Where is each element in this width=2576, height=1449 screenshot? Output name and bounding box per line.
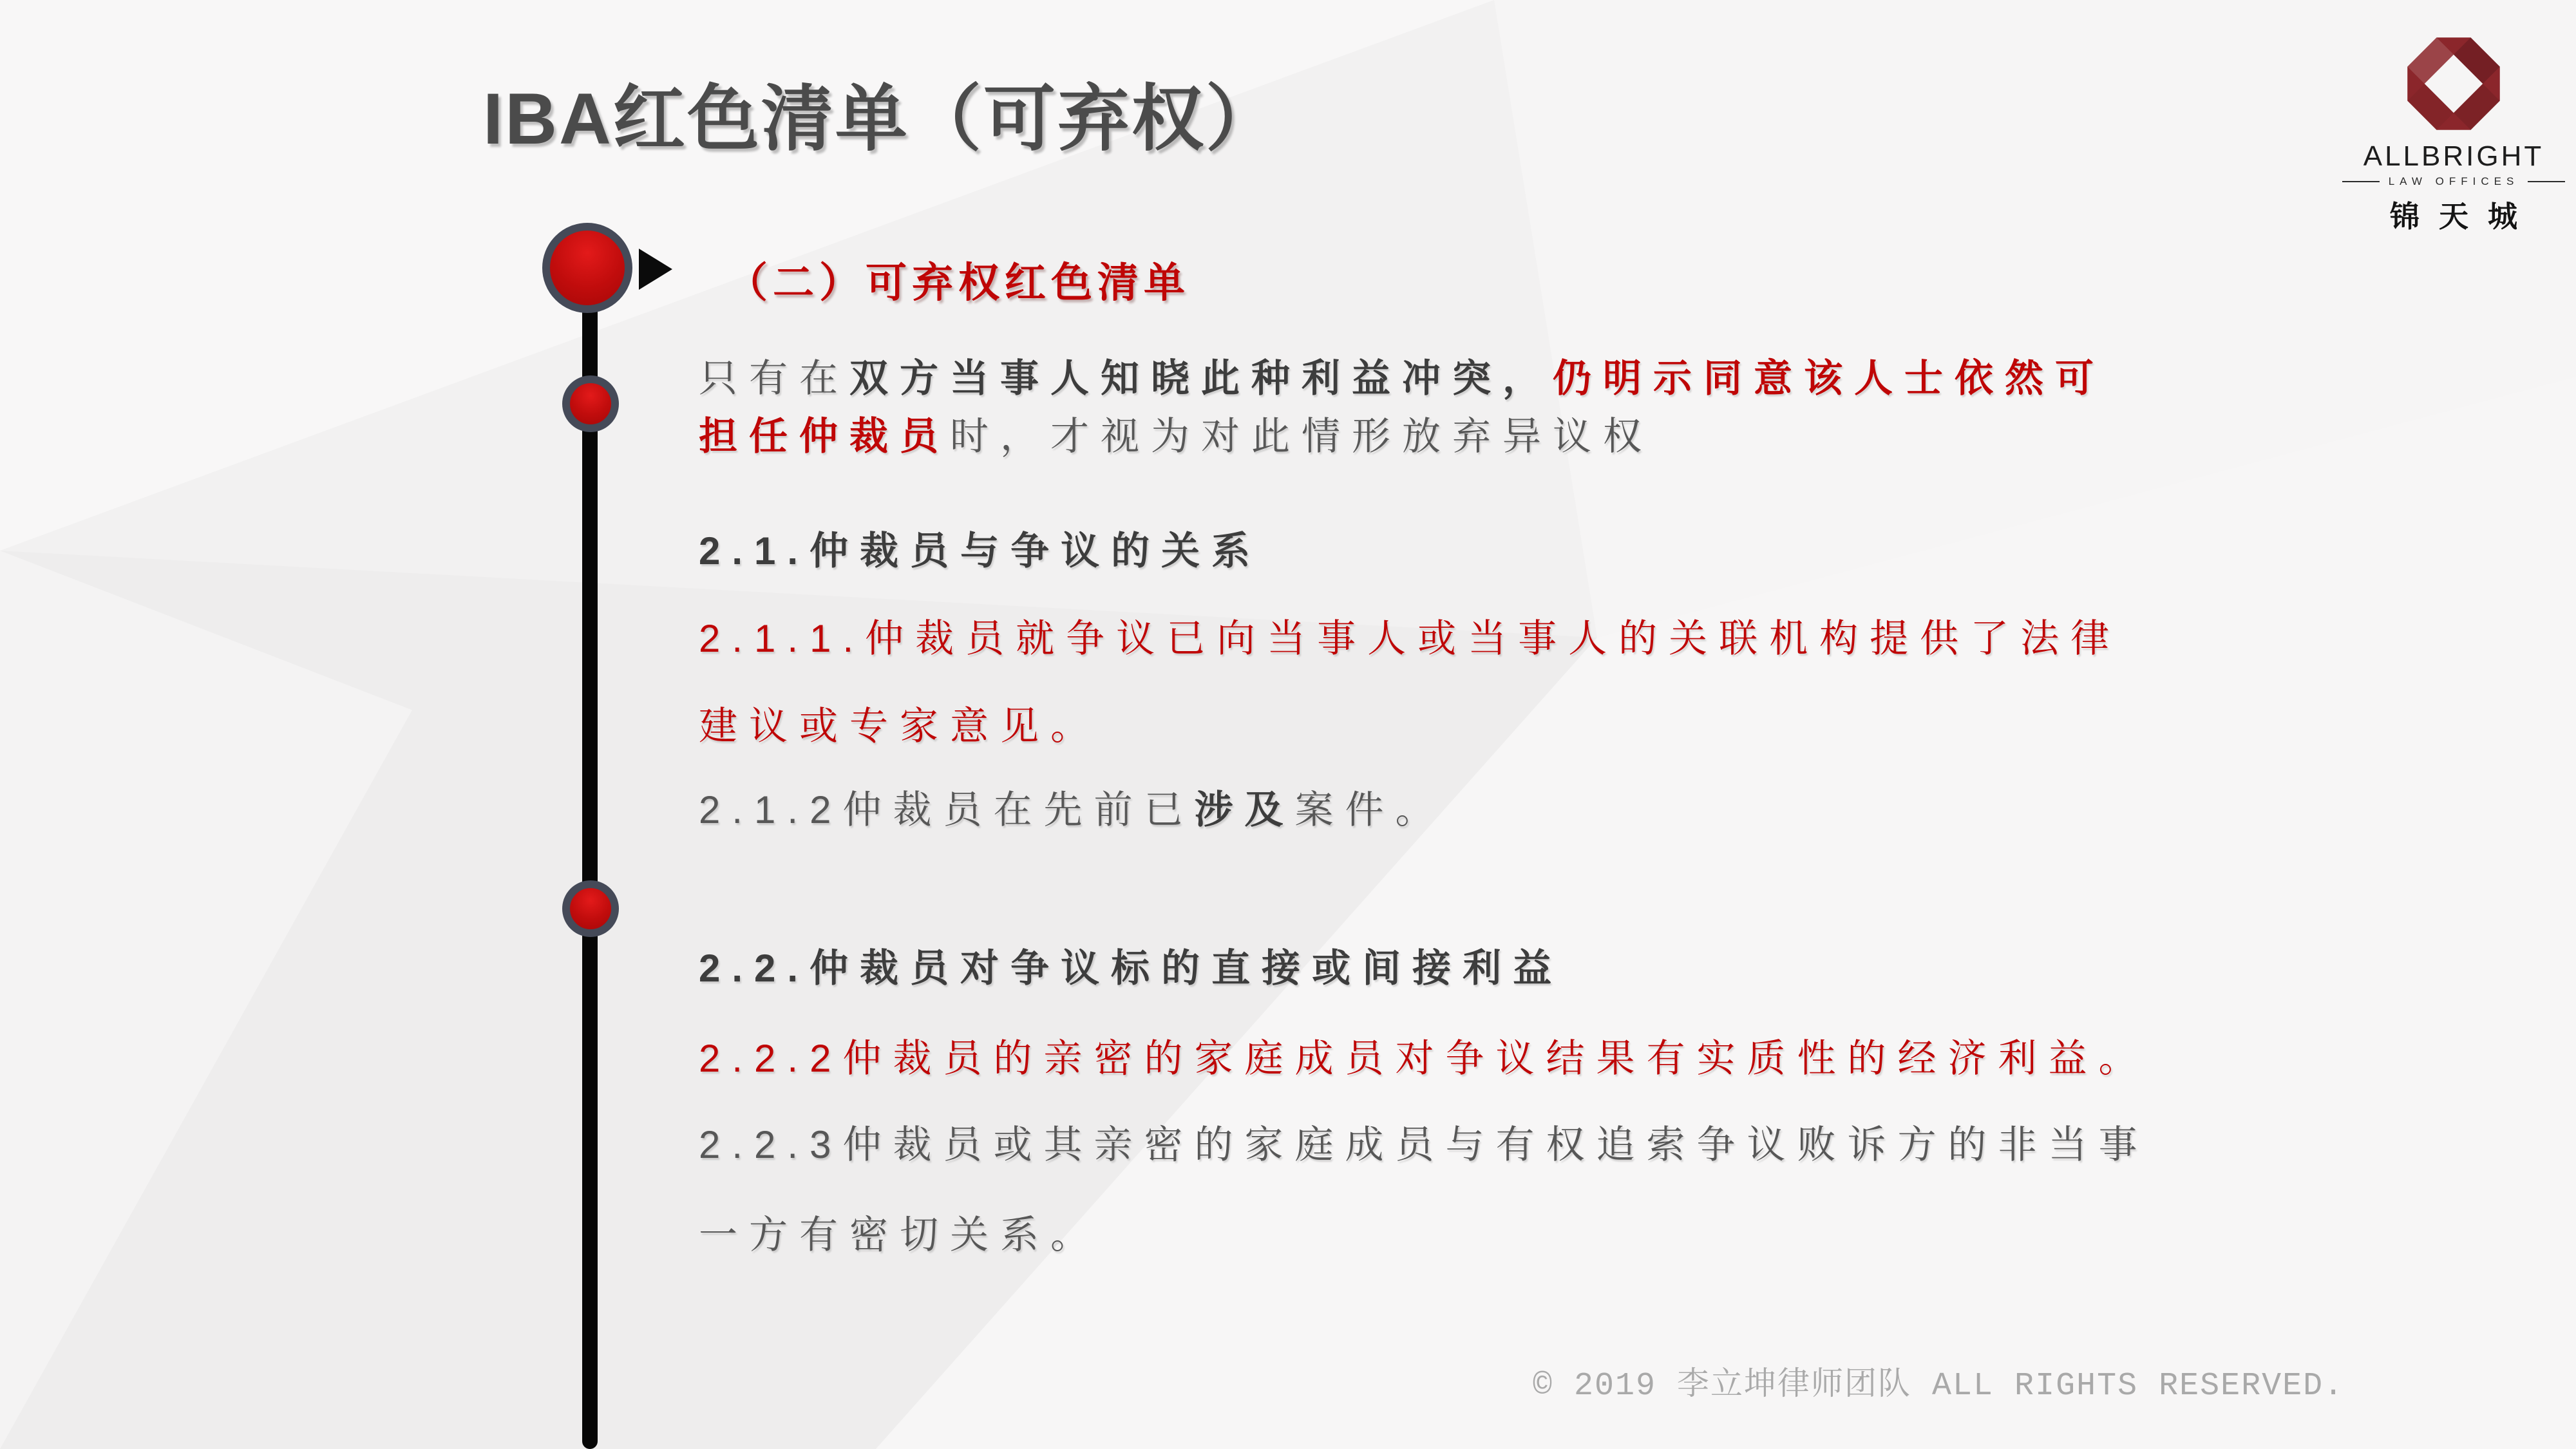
paragraph-line	[699, 348, 2105, 403]
text-run: 案件。	[1294, 788, 1446, 831]
item-2-2-2-line: 2.2.2仲裁员的亲密的家庭成员对争议结果有实质性的经济利益。	[699, 1037, 2149, 1080]
arrow-right-icon	[639, 249, 672, 290]
timeline-node-large	[542, 223, 632, 313]
paragraph-line	[699, 406, 1653, 461]
logo-rule-right	[2528, 181, 2565, 182]
timeline-dot	[562, 880, 619, 937]
logo-chinese-name: 锦天城	[2390, 200, 2537, 233]
item-2-1-2-line	[699, 779, 1445, 835]
copyright-footer: © 2019 李立坤律师团队 ALL RIGHTS RESERVED.	[1533, 1368, 2345, 1405]
item-2-1-1-line2: 建议或专家意见。	[699, 705, 1101, 748]
section-2-1-heading: 2.1.仲裁员与争议的关系	[699, 529, 1262, 573]
text-run: 只有在	[699, 357, 849, 400]
timeline-line	[582, 283, 598, 1449]
text-run: 双方当事人知晓此种利益冲突，	[849, 357, 1553, 400]
item-2-2-3-line2: 一方有密切关系。	[699, 1213, 1101, 1256]
text-run: 时，才视为对此情形放弃异议权	[950, 415, 1653, 458]
logo-tagline: LAW OFFICES	[2388, 175, 2519, 187]
section-2-2-heading: 2.2.仲裁员对争议标的直接或间接利益	[699, 947, 1564, 990]
item-2-2-3-line1: 2.2.3仲裁员或其亲密的家庭成员与有权追索争议败诉方的非当事	[699, 1123, 2149, 1166]
text-run: 仍明示同意该人士依然可	[1553, 357, 2105, 400]
section-heading: （二）可弃权红色清单	[726, 260, 1190, 306]
page-title: IBA红色清单（可弃权）	[483, 79, 1280, 159]
logo-rule-left	[2342, 181, 2380, 182]
text-run: 2.1.2仲裁员在先前已	[699, 788, 1195, 831]
logo-tagline-row	[2342, 175, 2566, 188]
timeline-dot	[562, 375, 619, 432]
allbright-logo-icon	[2403, 33, 2504, 134]
item-2-1-1-line1: 2.1.1.仲裁员就争议已向当事人或当事人的关联机构提供了法律	[699, 617, 2121, 660]
text-run: 担任仲裁员	[699, 415, 950, 458]
text-run: 涉及	[1194, 788, 1295, 831]
logo-name: ALLBRIGHT	[2363, 140, 2544, 172]
allbright-logo	[2331, 33, 2576, 236]
